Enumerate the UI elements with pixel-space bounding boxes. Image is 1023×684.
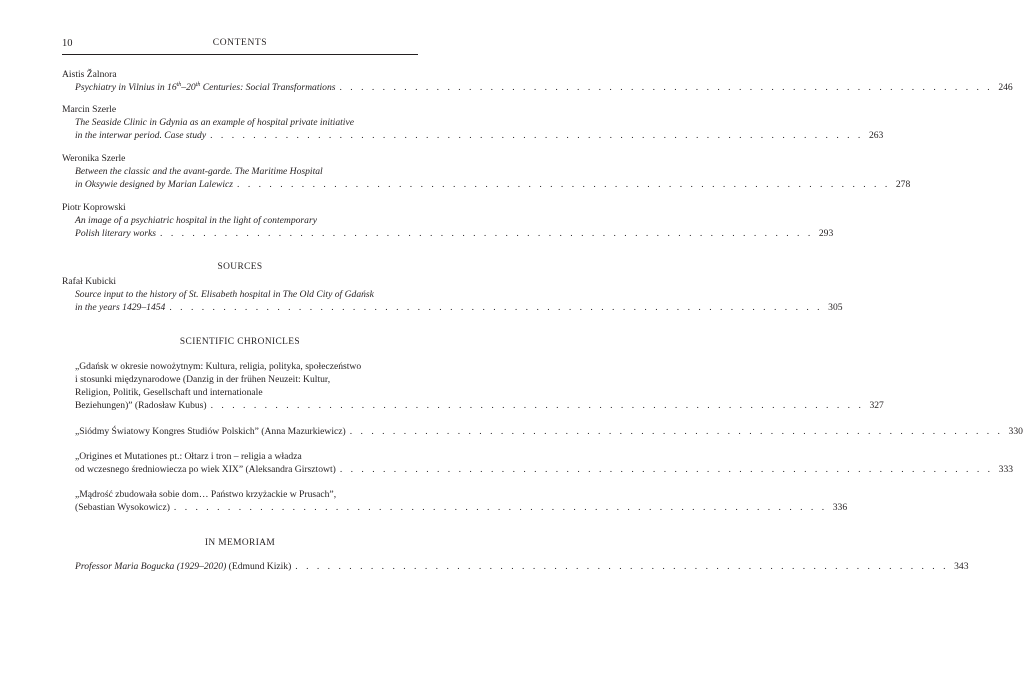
entry-title-line[interactable]: [62, 81, 1013, 94]
toc-entry: [62, 450, 1014, 476]
entry-title: (Sebastian Wysokowicz): [75, 502, 170, 513]
entry-title: in the years 1429–1454: [75, 302, 166, 313]
entry-title-line[interactable]: [62, 301, 843, 314]
entry-title-line: i stosunki międzynarodowe (Danzig in der frühen Neuzeit: Kultur,: [75, 374, 331, 385]
entry-author: Rafał Kubicki: [62, 276, 117, 287]
dot-leader: . . . . . . . . . . . . . . . . . . . . . . . . . . . . . . . . . . . . . . . . . . . . . . . . . . . . . . . . . . . . .: [237, 179, 891, 190]
page-number: 10: [62, 38, 73, 49]
dot-leader: . . . . . . . . . . . . . . . . . . . . . . . . . . . . . . . . . . . . . . . . . . . . . . . . . . . . . . . . . . . . .: [295, 561, 949, 572]
entry-title: „Siódmy Światowy Kongres Studiów Polskich” (Anna Mazurkiewicz): [75, 426, 346, 437]
entry-title: Between the classic and the avant-garde. The Maritime Hospital: [75, 166, 323, 177]
entry-title: The Seaside Clinic in Gdynia as an example of hospital private initiative: [75, 117, 354, 128]
entry-author: Marcin Szerle: [62, 104, 117, 115]
entry-title-line[interactable]: [62, 463, 1014, 476]
entry-title-line: „Mądrość zbudowała sobie dom… Państwo krzyżackie w Prusach”,: [75, 489, 337, 500]
dot-leader: . . . . . . . . . . . . . . . . . . . . . . . . . . . . . . . . . . . . . . . . . . . . . . . . . . . . . . . . . . . . .: [339, 82, 993, 93]
entry-title: Polish literary works: [75, 228, 157, 239]
toc-entry: [62, 275, 843, 314]
dot-leader: . . . . . . . . . . . . . . . . . . . . . . . . . . . . . . . . . . . . . . . . . . . . . . . . . . . . . . . . . . . . .: [160, 228, 814, 239]
entry-title-line: [62, 288, 418, 301]
page-ref: 305: [828, 302, 843, 313]
entry-title-line: [62, 165, 418, 178]
dot-leader: . . . . . . . . . . . . . . . . . . . . . . . . . . . . . . . . . . . . . . . . . . . . . . . . . . . . . . . . . . . . .: [339, 464, 994, 475]
entry-title: Source input to the history of St. Elisabeth hospital in The Old City of Gdańsk: [75, 289, 374, 300]
page-header: [62, 38, 418, 52]
section-heading-sources: SOURCES: [217, 262, 263, 272]
entry-title-line: Religion, Politik, Gesellschaft und internationale: [75, 387, 263, 398]
toc-entry: [62, 360, 884, 412]
entry-title: An image of a psychiatric hospital in the light of contemporary: [75, 215, 317, 226]
entry-title-line[interactable]: [62, 501, 848, 514]
entry-title: Professor Maria Bogucka (1929–2020) (Edmund Kizik): [75, 561, 292, 572]
entry-title: od wczesnego średniowiecza po wiek XIX” (Aleksandra Girsztowt): [75, 464, 336, 475]
page-ref: 246: [998, 82, 1013, 93]
dot-leader: . . . . . . . . . . . . . . . . . . . . . . . . . . . . . . . . . . . . . . . . . . . . . . . . . . . . . . . . . . . . .: [349, 426, 1003, 437]
dot-leader: . . . . . . . . . . . . . . . . . . . . . . . . . . . . . . . . . . . . . . . . . . . . . . . . . . . . . . . . . . . . .: [210, 400, 864, 411]
section-heading-chronicles: SCIENTIFIC CHRONICLES: [179, 337, 301, 347]
entry-title-line[interactable]: [62, 227, 834, 240]
page-ref: 293: [818, 228, 834, 239]
entry-title-line[interactable]: [62, 560, 969, 573]
toc-entry: [62, 425, 1023, 438]
entry-title-line[interactable]: [62, 129, 884, 142]
toc-entry: [62, 201, 834, 240]
entry-title-line[interactable]: [62, 399, 884, 412]
running-title: CONTENTS: [212, 38, 268, 48]
entry-author: Piotr Koprowski: [62, 202, 126, 213]
entry-title-line[interactable]: [62, 178, 911, 191]
page-ref: 327: [869, 400, 884, 411]
entry-title-line: „Gdańsk w okresie nowożytnym: Kultura, religia, polityka, społeczeństwo: [75, 361, 362, 372]
entry-title-line[interactable]: [62, 425, 1023, 438]
page-ref: 263: [868, 130, 884, 141]
entry-title-line: „Origines et Mutationes pt.: Ołtarz i tron – religia a władza: [75, 451, 302, 462]
entry-title: in the interwar period. Case study: [75, 130, 207, 141]
entry-author: Weronika Szerle: [62, 153, 126, 164]
section-heading-memoriam: IN MEMORIAM: [204, 538, 276, 548]
toc-entry: [62, 488, 848, 514]
dot-leader: . . . . . . . . . . . . . . . . . . . . . . . . . . . . . . . . . . . . . . . . . . . . . . . . . . . . . . . . . . . . .: [210, 130, 864, 141]
entry-title: in Oksywie designed by Marian Lalewicz: [75, 179, 234, 190]
toc-entry: [62, 560, 969, 573]
toc-entry: [62, 152, 911, 191]
page-ref: 330: [1008, 426, 1023, 437]
toc-entry: [62, 103, 884, 142]
entry-title: Psychiatry in Vilnius in 16th–20th Centuries: Social Transformations: [75, 81, 336, 93]
page-ref: 343: [954, 561, 969, 572]
entry-title-line: [62, 214, 418, 227]
entry-title-line: [62, 116, 418, 129]
dot-leader: . . . . . . . . . . . . . . . . . . . . . . . . . . . . . . . . . . . . . . . . . . . . . . . . . . . . . . . . . . . . .: [169, 302, 823, 313]
page-ref: 333: [998, 464, 1014, 475]
entry-title: Beziehungen)” (Radosław Kubus): [75, 400, 207, 411]
page-ref: 336: [832, 502, 848, 513]
entry-author: Aistis Žalnora: [62, 69, 117, 80]
page-ref: 278: [895, 179, 911, 190]
toc-entry: [62, 68, 1013, 94]
dot-leader: . . . . . . . . . . . . . . . . . . . . . . . . . . . . . . . . . . . . . . . . . . . . . . . . . . . . . . . . . . . . .: [173, 502, 828, 513]
header-rule: [62, 54, 418, 55]
